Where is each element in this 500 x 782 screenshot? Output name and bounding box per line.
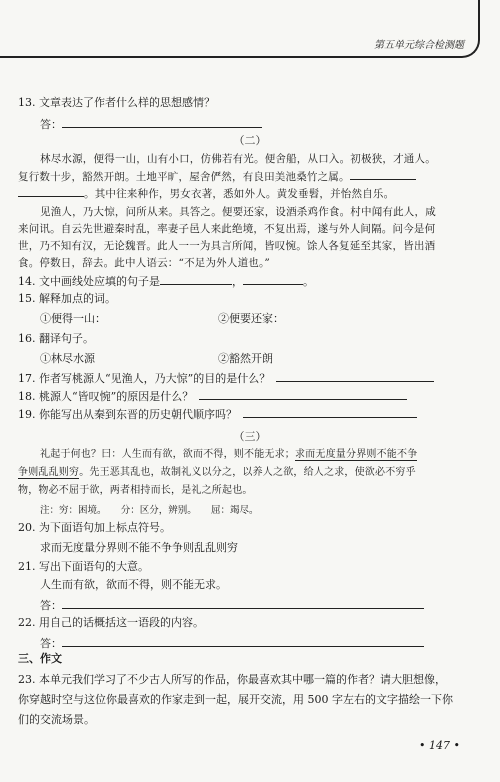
answer-label: 答： [40, 118, 62, 131]
passage-2-line-4: 见渔人，乃大惊，问所从来。具答之。便要还家，设酒杀鸡作食。村中闻有此人，咸 [40, 206, 436, 218]
question-15-a: ①便得一山： [40, 312, 106, 325]
passage-2-line-7: 食。停数日，辞去。此中人语云：“不足为外人道也。” [18, 257, 270, 269]
q18-answer-blank[interactable] [199, 389, 407, 400]
q14-blank-1[interactable] [160, 274, 232, 285]
passage-3-line-1: 礼起于何也？曰：人生而有欲，欲而不得，则不能无求；求而无度量分界则不能不争 [40, 449, 418, 460]
page-number: • 147 • [419, 739, 460, 752]
question-17: 17. 作者写桃源人“见渔人，乃大惊”的目的是什么？ [18, 371, 434, 386]
answer-blank[interactable] [62, 636, 424, 647]
passage-3-note: 注：穷：困境。 分：区分，辨别。 屈：竭尽。 [40, 505, 259, 516]
question-13: 13. 文章表达了作者什么样的思想感情？ [18, 96, 215, 109]
fill-blank-2[interactable] [18, 186, 84, 197]
question-20-sentence: 求而无度量分界则不能不争争则乱乱则穷 [40, 541, 238, 554]
section-3-title: （三） [233, 430, 267, 443]
underlined-sentence-cont: 争则乱乱则穷 [18, 467, 80, 478]
question-23-line-3: 们的交流场景。 [18, 713, 95, 726]
answer-label: 答： [40, 637, 62, 650]
passage-3-line-2: 争则乱乱则穷。先王恶其乱也，故制礼义以分之，以养人之欲，给人之求，使欲必不穷乎 [18, 467, 416, 478]
composition-heading: 三、作文 [18, 652, 62, 665]
passage-2-line-5: 来问讯。自云先世避秦时乱，率妻子邑人来此绝境，不复出焉，遂与外人间隔。问今是何 [18, 223, 436, 235]
question-19: 19. 你能写出从秦到东晋的历史朝代顺序吗？ [18, 407, 417, 422]
question-18: 18. 桃源人“皆叹惋”的原因是什么？ [18, 389, 407, 404]
question-23-line-1: 23. 本单元我们学习了不少古人所写的作品，你最喜欢其中哪一篇的作者？请大胆想像， [18, 673, 446, 686]
question-13-answer[interactable] [40, 117, 262, 132]
passage-3-line-3: 物，物必不屈于欲，两者相持而长，是礼之所起也。 [18, 485, 253, 496]
passage-2-line-6: 世，乃不知有汉，无论魏晋。此人一一为具言所闻，皆叹惋。馀人各复延至其家，皆出酒 [18, 240, 436, 252]
question-15: 15. 解释加点的词。 [18, 292, 116, 305]
passage-2-line-1: 林尽水源，便得一山，山有小口，仿佛若有光。便舍船，从口入。初极狭，才通人。 [40, 153, 436, 165]
underlined-sentence: 求而无度量分界则不能不争 [295, 449, 418, 460]
question-14: 14. 文中画线处应填的句子是 ， 。 [18, 275, 314, 288]
question-16-b: ②豁然开朗 [218, 352, 273, 365]
question-21-answer[interactable] [40, 598, 424, 613]
header-title: 第五单元综合检测题 [374, 40, 464, 51]
question-21-sentence: 人生而有欲，欲而不得，则不能无求。 [40, 578, 227, 591]
section-2-title: （二） [233, 134, 267, 147]
question-21: 21. 写出下面语句的大意。 [18, 560, 149, 573]
passage-2-line-2: 复行数十步，豁然开朗。土地平旷，屋舍俨然，有良田美池桑竹之属。 [18, 169, 416, 184]
answer-label: 答： [40, 599, 62, 612]
q14-blank-2[interactable] [243, 274, 303, 285]
answer-blank[interactable] [62, 598, 424, 609]
question-16-a: ①林尽水源 [40, 352, 95, 365]
question-20: 20. 为下面语句加上标点符号。 [18, 521, 171, 534]
q17-answer-blank[interactable] [276, 371, 434, 382]
question-22: 22. 用自己的话概括这一语段的内容。 [18, 616, 204, 629]
answer-blank[interactable] [62, 117, 262, 128]
q19-answer-blank[interactable] [243, 407, 417, 418]
passage-2-line-3: 。其中往来种作，男女衣著，悉如外人。黄发垂髫，并怡然自乐。 [18, 186, 394, 201]
question-16: 16. 翻译句子。 [18, 332, 94, 345]
fill-blank-1[interactable] [350, 169, 416, 180]
question-23-line-2: 你穿越时空与这位你最喜欢的作家走到一起，展开交流，用 500 字左右的文字描绘一下你 [18, 693, 453, 706]
question-22-answer[interactable] [40, 636, 424, 651]
question-15-b: ②便要还家： [218, 312, 284, 325]
